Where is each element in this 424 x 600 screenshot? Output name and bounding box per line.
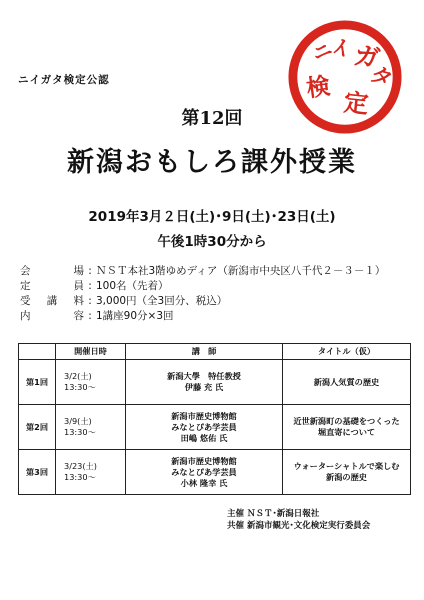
- header-session: [19, 344, 56, 360]
- session-number: 第2回: [19, 405, 56, 450]
- session-title: [283, 360, 411, 405]
- svg-text:ガ: ガ: [351, 40, 383, 75]
- organizer-value: 新潟市観光･文化検定実行委員会: [246, 521, 371, 531]
- info-label: 内容: [20, 310, 84, 322]
- date-text: 3/9(土): [64, 416, 92, 426]
- info-row-fee: 受講料 : 3,000円（全3回分、税込）: [20, 295, 228, 307]
- organizer-main: [227, 508, 370, 520]
- header-date: 開催日時: [56, 344, 126, 360]
- event-dates: 2019年3月２日(土)･9日(土)･23日(土): [88, 209, 336, 225]
- edition-number: 第12回: [181, 108, 243, 129]
- organizer-value: ＮＳＴ･新潟日報社: [246, 509, 320, 519]
- table-row: [19, 450, 411, 495]
- event-time: 午後1時30分から: [157, 234, 267, 250]
- session-title: [283, 450, 411, 495]
- lecturer-line: 田嶋 悠佑 氏: [180, 432, 228, 443]
- session-title: [283, 405, 411, 450]
- event-title: 新潟おもしろ課外授業: [67, 147, 357, 178]
- table-row: [19, 360, 411, 405]
- info-value: 100名（先着）: [96, 280, 169, 292]
- header-lecturer: 講 師: [126, 344, 283, 360]
- title-line: ウォーターシャトルで楽しむ: [293, 461, 400, 471]
- session-lecturer: [126, 450, 283, 495]
- time-text: 13:30～: [64, 427, 96, 437]
- title-line: 新潟人気質の歴史: [313, 376, 380, 387]
- organizer-label: 主催: [227, 509, 245, 519]
- table-header-row: [19, 344, 411, 360]
- info-value: 1講座90分×3回: [96, 310, 174, 322]
- info-row-venue: 会場 : ＮＳＴ本社3階ゆめディア（新潟市中央区八千代２－３－１）: [20, 265, 386, 277]
- event-info: [20, 264, 385, 324]
- date-text: 3/23(土): [64, 461, 97, 471]
- lecturer-line: 新潟大學 特任教授: [167, 371, 241, 381]
- time-text: 13:30～: [64, 472, 96, 482]
- info-label: 受講料: [20, 295, 84, 307]
- header-title: タイトル（仮）: [283, 344, 411, 360]
- session-date: [56, 450, 126, 495]
- schedule-table: [18, 343, 411, 495]
- title-line: 堀直寄について: [317, 427, 376, 437]
- lecturer-line: 伊藤 充 氏: [184, 382, 224, 392]
- session-date: [56, 405, 126, 450]
- info-value: ＮＳＴ本社3階ゆめディア（新潟市中央区八千代２－３－１）: [96, 265, 386, 277]
- info-value: 3,000円（全3回分、税込）: [96, 295, 228, 307]
- info-label: 定員: [20, 280, 84, 292]
- lecturer-line: 新潟市歴史博物館: [171, 410, 237, 421]
- lecturer-line: みなとぴあ学芸員: [171, 466, 237, 477]
- session-date: [56, 360, 126, 405]
- lecturer-line: 小林 隆幸 氏: [180, 477, 228, 488]
- svg-text:タ: タ: [366, 61, 397, 94]
- info-row-capacity: 定員 : 100名（先着）: [20, 280, 169, 292]
- svg-text:検: 検: [304, 71, 332, 103]
- organizers: [227, 508, 370, 532]
- title-line: 新潟の歴史: [326, 472, 367, 482]
- svg-text:イ: イ: [328, 35, 354, 63]
- organizer-co: [227, 520, 370, 532]
- session-number: 第3回: [19, 450, 56, 495]
- info-label: 会場: [20, 265, 84, 277]
- time-text: 13:30～: [64, 382, 96, 392]
- lecturer-line: 新潟市歴史博物館: [171, 455, 237, 466]
- session-lecturer: [126, 405, 283, 450]
- lecturer-line: みなとぴあ学芸員: [171, 421, 237, 432]
- table-row: [19, 405, 411, 450]
- certified-label: ニイガタ検定公認: [18, 74, 110, 86]
- info-row-content: 内容 : 1講座90分×3回: [20, 310, 174, 322]
- organizer-label: 共催: [227, 521, 245, 531]
- date-text: 3/2(土): [64, 371, 92, 381]
- svg-text:定: 定: [342, 87, 370, 119]
- svg-text:ニ: ニ: [309, 37, 336, 66]
- session-lecturer: [126, 360, 283, 405]
- title-line: 近世新潟町の基礎をつくった: [293, 416, 400, 426]
- session-number: 第1回: [19, 360, 56, 405]
